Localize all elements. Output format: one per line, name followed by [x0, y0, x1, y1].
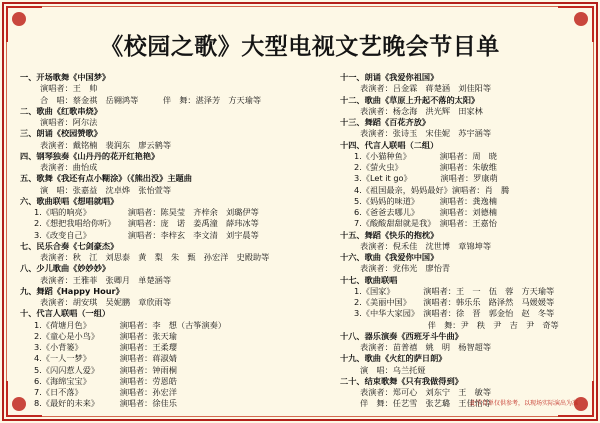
- program-detail-line: 4.《一人一梦》 演唱者：蒋淑婧: [34, 353, 177, 364]
- program-detail-line: 5.《闪闪惹人爱》 演唱者：钟雨桐: [34, 364, 177, 375]
- program-detail-line: 3.《Let it go》 演唱者：罗康萌: [354, 173, 498, 184]
- program-detail-line: 表演者：党伟光 廖怡青: [360, 263, 451, 274]
- program-heading: 十七、歌曲联唱: [340, 274, 398, 285]
- program-heading: 四、钢琴独奏《山丹丹的花开红艳艳》: [20, 150, 160, 161]
- program-detail-line: 5.《妈妈的味道》 演唱者：龚逸楠: [354, 195, 497, 206]
- program-detail-line: 2.《想把我唱给你听》 演唱者：庞 诺 姜禹潼 薛玮冰等: [34, 218, 259, 229]
- page-title: 《校园之歌》大型电视文艺晚会节目单: [100, 33, 500, 60]
- program-detail-line: 表演者：杨念海 洪光辉 田家林: [360, 105, 483, 116]
- program-detail-line: 表演者：张诗玉 宋佳妮 苏宇涵等: [360, 128, 492, 139]
- program-detail-line: 2.《童心是小鸟》 演唱者：张天瑜: [34, 330, 177, 341]
- program-heading: 十六、歌曲《我爱你中国》: [340, 252, 439, 262]
- program-detail-line: 3.《中华大家园》 演唱者：徐 晋 郭金怡 赵 冬等: [354, 308, 555, 319]
- program-heading: 十二、歌曲《草原上升起不落的太阳》: [340, 94, 480, 105]
- program-detail-line: 6.《爸爸去哪儿》 演唱者：刘德楠: [354, 207, 497, 217]
- ornament-dot: [574, 12, 588, 26]
- program-detail-line: 演唱者：王 帅: [40, 83, 98, 94]
- program-heading: 一、开场歌舞《中国梦》: [20, 72, 111, 82]
- program-detail-line: 表演者：倪禾佳 沈世博 章锦坤等: [360, 240, 492, 251]
- program-detail-line: 演 唱：乌兰托娅: [360, 364, 426, 375]
- program-detail-line: 1.《国家》 演唱者：王 一 伍 蓉 方天瑜等: [354, 285, 555, 296]
- program-heading: 七、民乐合奏《七剑豪杰》: [20, 240, 119, 251]
- program-detail-line: 表演者：秋 江 刘思泰 黄 梨 朱 甄 孙宏洋 史殿助等: [40, 252, 270, 262]
- program-heading: 十、代言人联唱（一组）: [20, 308, 111, 319]
- program-detail-line: 伴 舞：任艺雪 张艺璐 王佳怡等: [360, 398, 492, 409]
- program-detail-line: 6.《海绵宝宝》 演唱者：劳恩皓: [34, 375, 177, 386]
- program-detail-line: 表演者：戴铭楠 裴润东 廖云鹤等: [40, 139, 172, 150]
- program-list-right: [340, 72, 592, 410]
- program-heading: 十五、舞蹈《快乐的抱枕》: [340, 229, 439, 240]
- program-detail-line: 3.《改变自己》 演唱者：李梓玄 李文清 刘宇晨等: [34, 229, 259, 240]
- program-detail-line: 表演者：吕金霖 蒋楚涵 刘佳阳等: [360, 83, 492, 94]
- program-detail-line: 表演者：郑可心 刘东宁 王 敏等: [360, 387, 492, 397]
- program-detail-line: 1.《荷塘月色》 演唱者：李 想（古筝演奏）: [34, 319, 227, 330]
- program-detail-line: 合 唱：蔡金祺 岳翱鸿等 伴 舞：湛泽芳 方天瑜等: [40, 94, 262, 105]
- program-heading: 十一、朗诵《我爱你祖国》: [340, 72, 439, 82]
- program-heading: 十九、歌曲《火红的萨日朗》: [340, 353, 447, 364]
- program-detail-line: 表演者：王雅菲 张卿月 单楚涵等: [40, 274, 172, 285]
- footer-note: 此节目单仅供参考，以现场实际演出为准: [469, 400, 578, 407]
- ornament-dot: [12, 12, 26, 26]
- program-detail-line: 表演者：曲怡成: [40, 162, 98, 172]
- program-heading: 八、少儿歌曲《妙妙妙》: [20, 263, 111, 274]
- program-heading: 六、歌曲联唱《想唱就唱》: [20, 195, 119, 206]
- program-heading: 十三、舞蹈《百花齐放》: [340, 117, 431, 127]
- program-detail-line: 7.《日不落》 演唱者：孙宏洋: [34, 387, 177, 397]
- program-detail-line: 1.《唱的响亮》 演唱者：陈昊莹 齐梓余 刘璐伊等: [34, 207, 259, 217]
- program-heading: 二、歌曲《红歌串烧》: [20, 105, 102, 116]
- program-detail-line: 2.《萤火虫》 演唱者：朱敏维: [354, 162, 497, 172]
- program-heading: 十八、器乐演奏《西班牙斗牛曲》: [340, 330, 463, 341]
- program-detail-line: 伴 舞：尹 秩 尹 吉 尹 奇等: [354, 319, 559, 330]
- program-detail-line: 8.《最好的未来》 演唱者：徐佳乐: [34, 398, 177, 409]
- program-heading: 十四、代言人联唱（二组）: [340, 139, 439, 150]
- program-heading: 三、朗诵《校园赞歌》: [20, 128, 102, 139]
- program-detail-line: 表演者：胡安琪 吴妮鹏 章欣雨等: [40, 297, 172, 307]
- program-detail-line: 7.《酸酸甜甜就是我》 演唱者：王嘉怡: [354, 218, 497, 229]
- program-heading: 五、歌舞《我还有点小糊涂》（《熊出没》主题曲: [20, 173, 192, 184]
- program-detail-line: 1.《小猫种鱼》 演唱者：周 晓: [354, 150, 497, 161]
- program-detail-line: 演唱者：阿尔法: [40, 117, 98, 127]
- program-detail-line: 演 唱：张嘉益 沈卓烨 张怡萱等: [40, 184, 172, 195]
- program-heading: 二十、结束歌舞《只有我做得到》: [340, 375, 463, 386]
- program-detail-line: 3.《小背篓》 演唱者：王柔璎: [34, 342, 177, 352]
- program-list-left: [20, 72, 320, 410]
- program-detail-line: 表演者：苗普禧 姚 明 杨智超等: [360, 342, 492, 352]
- program-detail-line: 2.《美丽中国》 演唱者：韩乐乐 路泽然 马媛媛等: [354, 297, 555, 307]
- program-detail-line: 4.《祖国最亲，妈妈最好》演唱者：肖 腾: [354, 184, 510, 195]
- program-heading: 九、舞蹈《Happy Hour》: [20, 285, 124, 296]
